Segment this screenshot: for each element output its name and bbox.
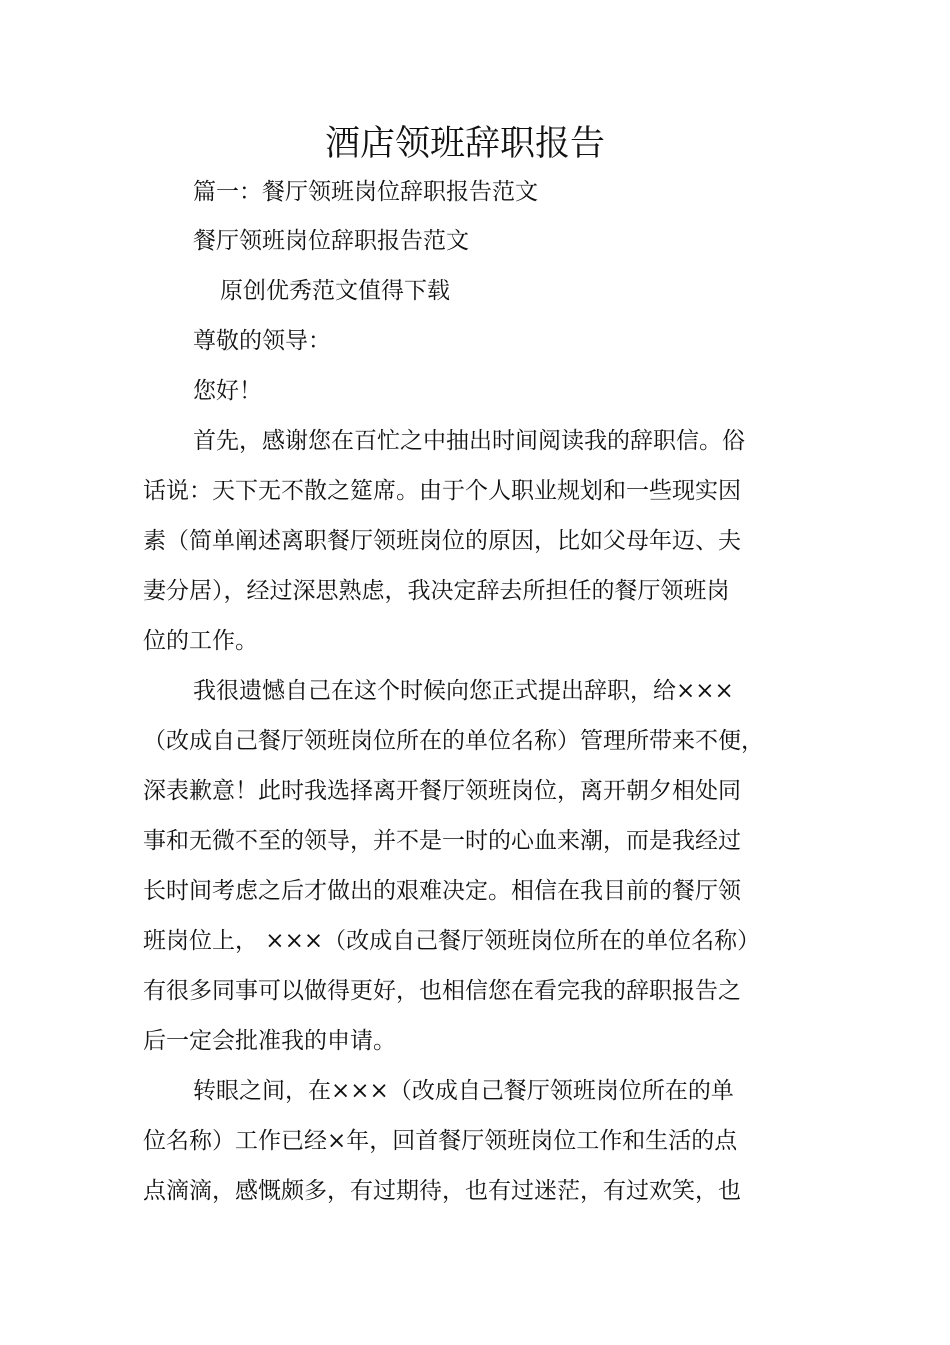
paragraph-line: 素（简单阐述离职餐厅领班岗位的原因，比如父母年迈、夫 [143, 528, 741, 554]
section-heading: 篇一：餐厅领班岗位辞职报告范文 [193, 179, 538, 205]
paragraph-line: 长时间考虑之后才做出的艰难决定。相信在我目前的餐厅领 [143, 878, 741, 904]
paragraph-line: 深表歉意！此时我选择离开餐厅领班岗位，离开朝夕相处同 [143, 778, 741, 804]
paragraph-line: 话说：天下无不散之筵席。由于个人职业规划和一些现实因 [143, 478, 741, 504]
greeting: 您好！ [193, 378, 262, 404]
paragraph-line: 班岗位上， ×××（改成自己餐厅领班岗位所在的单位名称） [143, 928, 761, 954]
salutation: 尊敬的领导： [193, 328, 331, 354]
paragraph-line: 位名称）工作已经×年，回首餐厅领班岗位工作和生活的点 [143, 1128, 738, 1154]
paragraph-line: 我很遗憾自己在这个时候向您正式提出辞职，给××× [193, 678, 734, 704]
paragraph-line: 事和无微不至的领导，并不是一时的心血来潮，而是我经过 [143, 828, 741, 854]
paragraph-line: 首先，感谢您在百忙之中抽出时间阅读我的辞职信。俗 [193, 428, 745, 454]
paragraph-line: 后一定会批准我的申请。 [143, 1028, 396, 1054]
paragraph-line: 位的工作。 [143, 628, 258, 654]
paragraph-line: 转眼之间，在×××（改成自己餐厅领班岗位所在的单 [193, 1078, 734, 1104]
tagline: 原创优秀范文值得下载 [220, 278, 450, 304]
paragraph-line: 点滴滴，感慨颇多，有过期待，也有过迷茫，有过欢笑，也 [143, 1178, 741, 1204]
paragraph-line: 妻分居），经过深思熟虑，我决定辞去所担任的餐厅领班岗 [143, 578, 730, 604]
subheading: 餐厅领班岗位辞职报告范文 [193, 228, 469, 254]
paragraph-line: 有很多同事可以做得更好，也相信您在看完我的辞职报告之 [143, 978, 741, 1004]
document-title: 酒店领班辞职报告 [324, 124, 605, 164]
paragraph-line: （改成自己餐厅领班岗位所在的单位名称）管理所带来不便， [143, 728, 764, 754]
